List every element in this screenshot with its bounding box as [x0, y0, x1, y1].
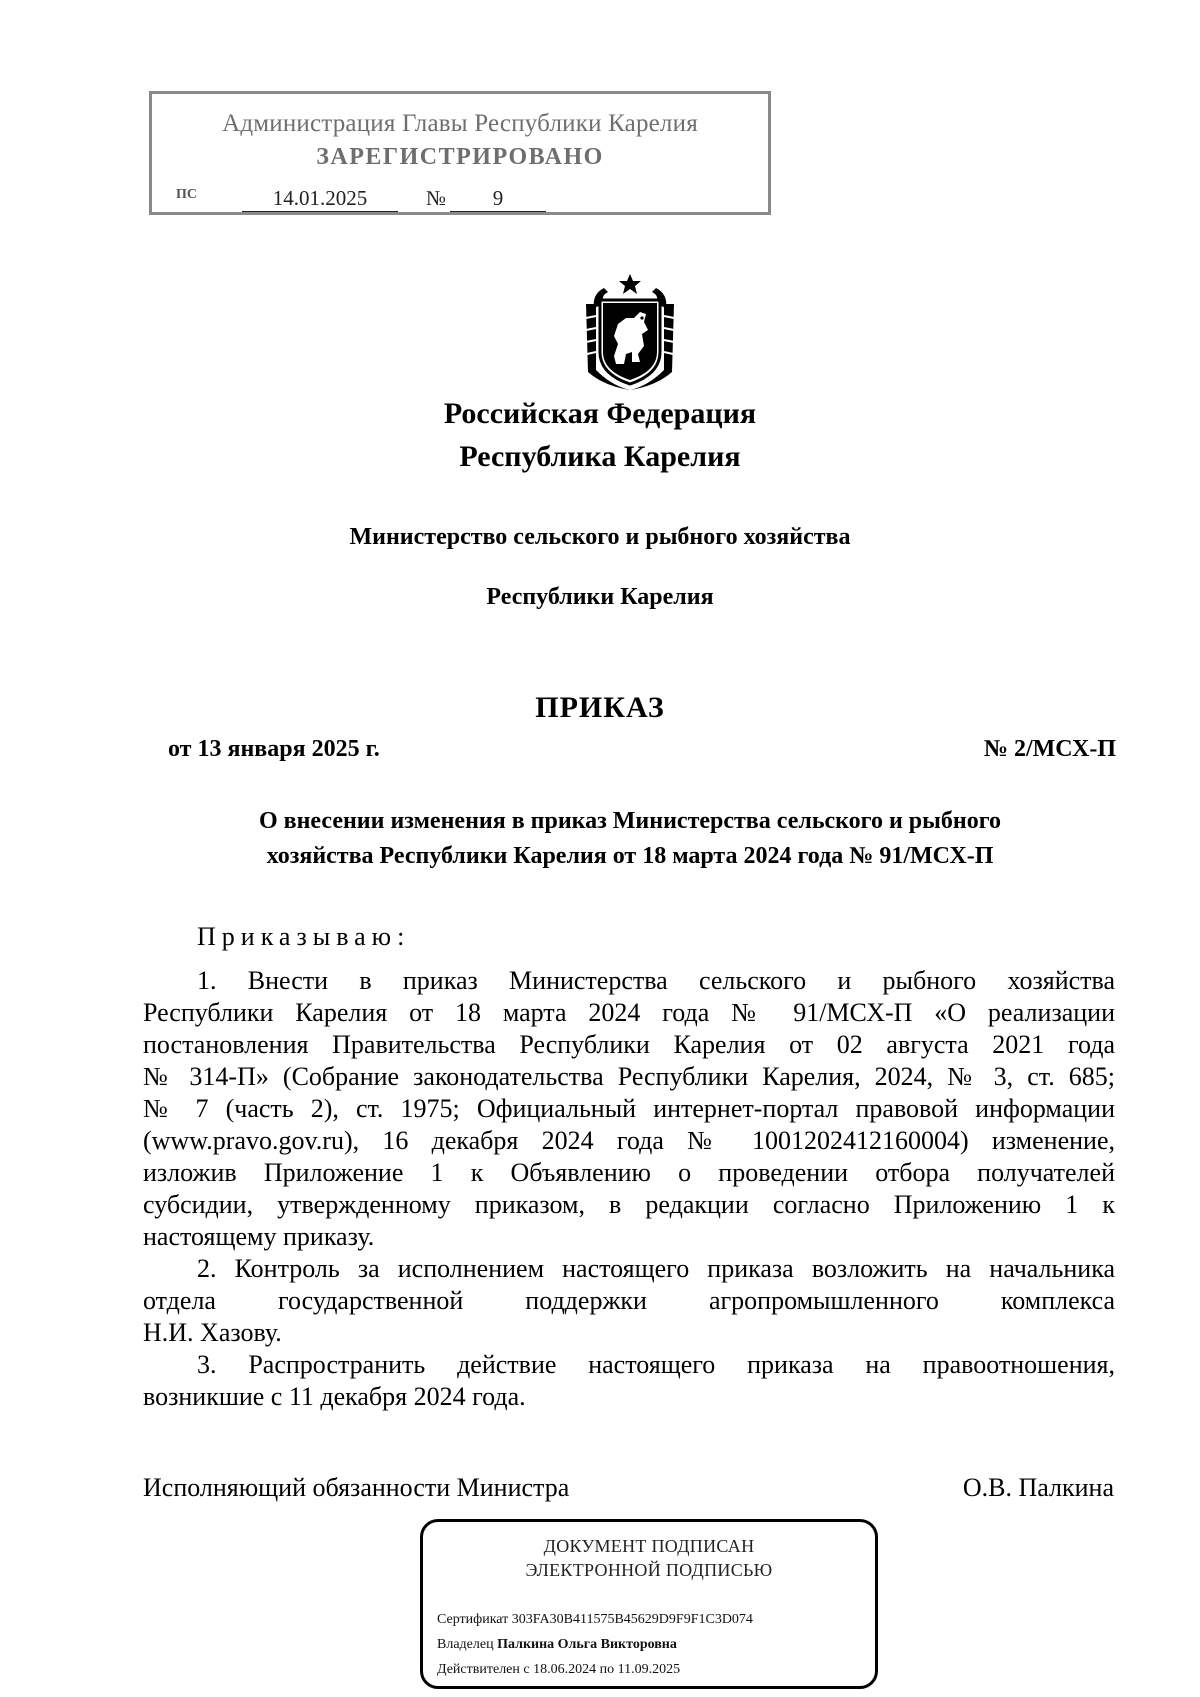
decree-word: Приказываю: [197, 922, 411, 951]
order-subject-line1: О внесении изменения в приказ Министерства сельского и рыбного [258, 808, 1002, 834]
stamp-number: 9 [450, 186, 546, 212]
ministry-name-line2: Республики Карелия [486, 584, 714, 610]
body-line: 2. Контроль за исполнением настоящего приказа возложить на начальника [197, 1254, 1115, 1283]
electronic-signature-stamp [420, 1519, 878, 1689]
signatory-position: Исполняющий обязанности Министра [143, 1473, 570, 1502]
esign-validity-row [437, 1662, 680, 1678]
body-line: изложив Приложение 1 к Объявлению о проведении отбора получателей [143, 1158, 1115, 1187]
body-line: Республики Карелия от 18 марта 2024 года № 91/МСХ-П «О реализации [143, 998, 1115, 1027]
stamp-registered-label: ЗАРЕГИСТРИРОВАНО [316, 144, 604, 170]
body-line: возникшие с 11 декабря 2024 года. [143, 1382, 526, 1411]
esign-certificate-value: 303FA30B411575B45629D9F9F1C3D074 [511, 1612, 753, 1627]
stamp-organization: Администрация Главы Республики Карелия [222, 110, 698, 137]
body-line: № 7 (часть 2), ст. 1975; Официальный интернет-портал правовой информации [143, 1094, 1115, 1123]
body-line: 1. Внести в приказ Министерства сельского и рыбного хозяйства [197, 966, 1115, 995]
esign-title-line2: ЭЛЕКТРОННОЙ ПОДПИСЬЮ [525, 1560, 773, 1580]
order-date: от 13 января 2025 г. [168, 736, 380, 762]
body-line: постановления Правительства Республики Карелия от 02 августа 2021 года [143, 1030, 1115, 1059]
esign-title-line1: ДОКУМЕНТ ПОДПИСАН [543, 1536, 755, 1556]
region-title: Республика Карелия [459, 440, 741, 473]
coat-of-arms-icon [582, 274, 678, 392]
stamp-registration-row [176, 186, 756, 212]
body-line: (www.pravo.gov.ru), 16 декабря 2024 года № 1001202412160004) изменение, [143, 1126, 1115, 1155]
stamp-date: 14.01.2025 [242, 186, 398, 212]
signatory-name: О.В. Палкина [962, 1473, 1114, 1502]
esign-valid-from: 18.06.2024 [533, 1662, 597, 1677]
body-line: 3. Распространить действие настоящего приказа на правоотношения, [197, 1350, 1115, 1379]
esign-owner-row [437, 1637, 677, 1653]
esign-certificate-label: Сертификат [437, 1612, 509, 1627]
body-line: настоящему приказу. [143, 1222, 375, 1251]
body-line: субсидии, утвержденному приказом, в редакции согласно Приложению 1 к [143, 1190, 1115, 1219]
body-line: № 314-П» (Собрание законодательства Республики Карелия, 2024, № 3, ст. 685; [143, 1062, 1115, 1091]
ministry-name-line1: Министерство сельского и рыбного хозяйства [349, 524, 851, 550]
body-line: Н.И. Хазову. [143, 1318, 282, 1347]
stamp-number-sign: № [426, 186, 447, 210]
order-subject-line2: хозяйства Республики Карелия от 18 марта 2024 года № 91/МСХ-П [266, 843, 994, 869]
esign-owner-value: Палкина Ольга Викторовна [497, 1637, 677, 1652]
body-line: отдела государственной поддержки агропромышленного комплекса [143, 1286, 1115, 1315]
stamp-prefix: ПС [176, 187, 197, 202]
esign-certificate-row [437, 1612, 753, 1628]
order-number: № 2/МСХ-П [983, 736, 1116, 762]
document-type: ПРИКАЗ [535, 691, 665, 724]
registration-stamp [149, 91, 771, 215]
esign-owner-label: Владелец [437, 1637, 494, 1652]
esign-valid-to: 11.09.2025 [617, 1662, 681, 1677]
country-title: Российская Федерация [443, 397, 757, 430]
esign-valid-from-label: Действителен с [437, 1662, 530, 1677]
esign-valid-to-label: по [599, 1662, 615, 1677]
